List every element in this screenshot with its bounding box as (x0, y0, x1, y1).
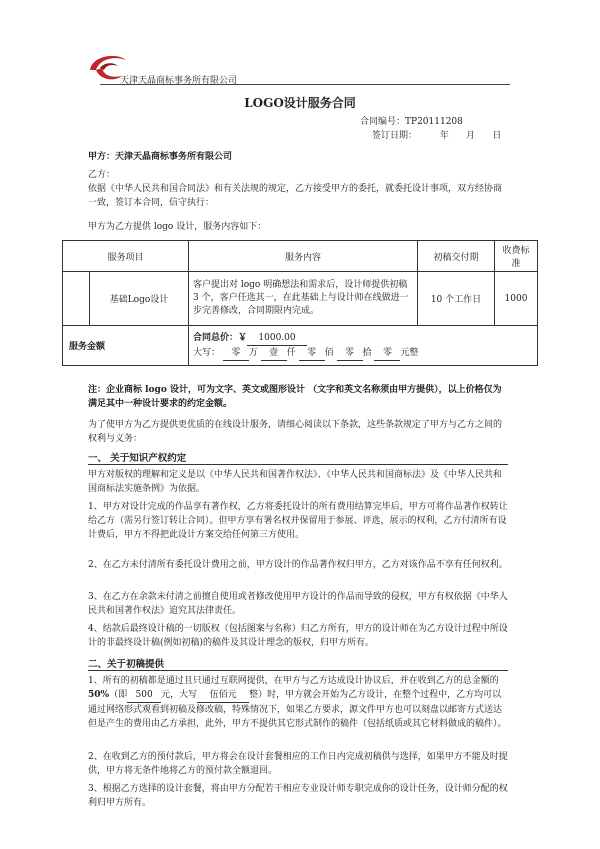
section1-item-4: 4、结款后最终设计稿的一切版权（包括图案与名称）归乙方所有，甲方的设计师在为乙方设计过程中所设计的非最终设计稿(例如初稿)的稿件及其设计理念的版权，归甲方所有。 (88, 624, 508, 648)
cell-content: 客户提出对 logo 明确想法和需求后，设计师提供初稿 3 个，客户任选其一，在此基础上与设计师在线做进一步完善修改，合同期限内完成。 (189, 272, 418, 326)
section2-rule (88, 670, 508, 671)
price-note: 注：企业商标 logo 设计，可为文字、英文或图形设计 （文字和英文名称须由甲方提供），以上价格仅为满足其中一种设计要求的约定金额。 (88, 385, 502, 409)
purpose-statement: 为了使甲方为乙方提供更优质的在线设计服务，请细心阅读以下条款，这些条款规定了甲方与乙方之间的权利与义务： (88, 420, 503, 444)
cell-delivery: 10 个工作日 (418, 272, 495, 326)
party-a: 甲方：天津天晶商标事务所有限公司 (88, 152, 233, 162)
section1-rule (88, 464, 508, 465)
total-value: 1000.00 (247, 331, 307, 346)
section1-item-2: 2、在乙方未付清所有委托设计费用之前，甲方设计的作品著作权归甲方，乙方对该作品不享有任何权利。 (88, 560, 508, 570)
section1-intro: 甲方对版权的理解和定义是以《中华人民共和国著作权法》、《中华人民共和国商标法》及《中华人民共和国商标法实施条例》为依据。 (88, 470, 503, 494)
header-divider (100, 84, 510, 85)
legal-basis: 依据《中华人民共和国合同法》和有关法规的规定，乙方接受甲方的委托，就委托设计事项，双方经协商一致，签订本合同，信守执行： (88, 184, 503, 208)
contract-number: 合同编号：TP20111208 (360, 117, 463, 127)
section1-item-1: 1、甲方对设计完成的作品享有著作权，乙方将委托设计的所有费用结算完毕后，甲方可将作品著作权转让给乙方（需另行签订转让合同）。但甲方享有署名权并保留用于参展、评选，展示的权利，乙方付清所有设计费后，甲方不得把此设计方案交给任何第三方使用。 (88, 502, 508, 540)
sign-date: 签订日期： 年 月 日 (372, 131, 502, 141)
cell-item: 基础Logo设计 (90, 272, 189, 326)
section1-title: 一、 关于知识产权约定 (88, 453, 187, 464)
contract-title: LOGO设计服务合同 (244, 96, 356, 110)
th-delivery: 初稿交付期 (418, 241, 495, 272)
section2-para-1: 1、所有的初稿都是通过且只通过互联网提供，在甲方与乙方达成设计协议后，并在收到乙方的总金额的50%（即 500 元，大写 伍佰元 整）时，甲方就会开始为乙方设计，在整个过程中，乙方均可以通过网络形式观看到初稿及修改稿，特殊情况下，如果乙方要求，源文件甲方也可以刻盘以邮寄方式送达但是产生的费用由乙方承担，此外，甲方不提供其它形式制作的稿件（包括纸质或其它材料做成的稿件）。 (88, 676, 507, 729)
party-b: 乙方： (88, 170, 116, 180)
th-service-content: 服务内容 (189, 241, 418, 272)
th-fee: 收费标准 (495, 241, 538, 272)
section2-para-3: 3、根据乙方选择的设计套餐，将由甲方分配若干相应专业设计师专职完成你的设计任务，设计师分配的权利归甲方所有。 (88, 784, 508, 808)
th-service-item: 服务项目 (63, 241, 189, 272)
service-table (62, 240, 538, 366)
header-company-name: 天津天晶商标事务所有限公司 (120, 76, 238, 86)
service-intro: 甲方为乙方提供 logo 设计，服务内容如下： (88, 222, 267, 232)
row-spacer (63, 272, 90, 326)
section1-item-3: 3、在乙方在余款未付清之前擅自使用或者修改使用甲方设计的作品而导致的侵权，甲方有权依据《中华人民共和国著作权法》追究其法律责任。 (88, 592, 508, 616)
section2-title: 二、关于初稿提供 (88, 659, 165, 670)
amount-cell: 合同总价：￥ 1000.00 大写： 零 万 壹 仟 零 佰 零 拾 零 元整 (189, 326, 538, 366)
cell-fee: 1000 (495, 272, 538, 326)
amount-uppercase: 大写： 零 万 壹 仟 零 佰 零 拾 零 元整 (193, 346, 533, 361)
section2-para-2: 2、在收到乙方的预付款后，甲方将会在设计套餐相应的工作日内完成初稿供与选择，如果甲方不能及时提供，甲方将无条件地将乙方的预付款全额退回。 (88, 752, 508, 776)
amount-label: 服务金额 (63, 326, 189, 366)
